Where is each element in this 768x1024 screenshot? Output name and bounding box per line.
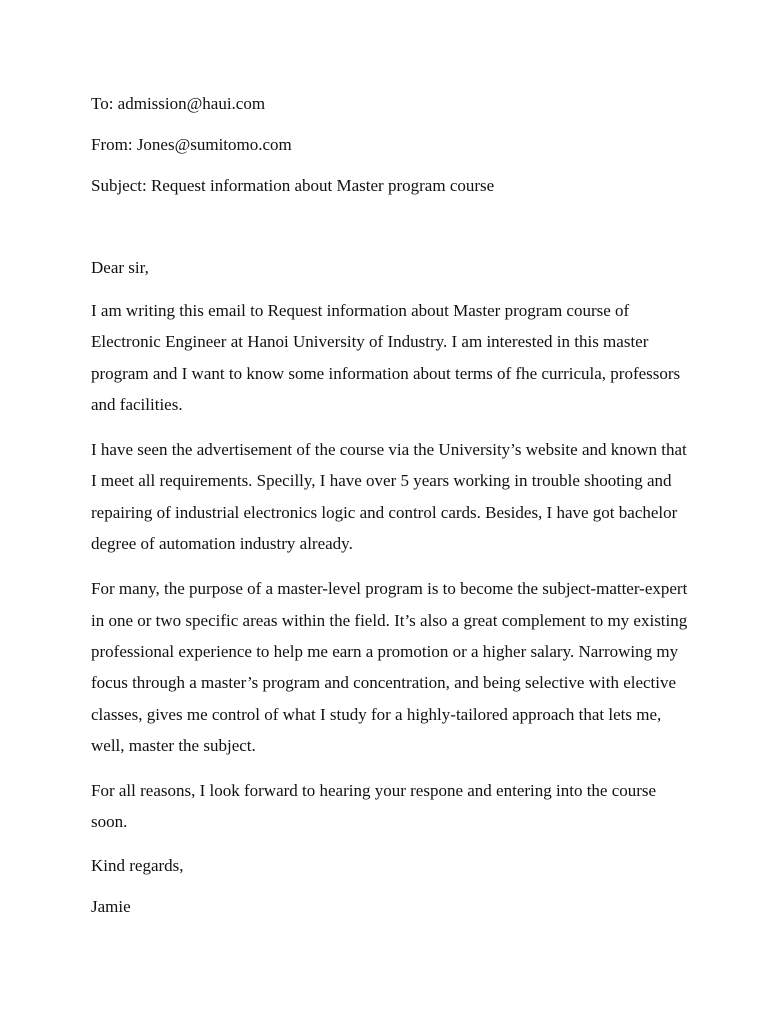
signature: Jamie bbox=[91, 896, 131, 916]
from-line bbox=[91, 131, 691, 158]
greeting: Dear sir, bbox=[91, 258, 149, 277]
to-label: To: bbox=[91, 94, 118, 113]
paragraph-1: I am writing this email to Request information about Master program course of Electronic Engineer at Hanoi University of Industry. I am interested in this master program and I want to know some information about terms of fhe curricula, professors and facilities. bbox=[91, 301, 681, 414]
to-address: admission@haui.com bbox=[117, 94, 266, 113]
from-label: From: bbox=[91, 135, 137, 154]
paragraph-4: For all reasons, I look forward to hearing your respone and entering into the course soon. bbox=[91, 781, 657, 832]
paragraph-3: For many, the purpose of a master-level program is to become the subject-matter-expert in one or two specific areas within the field. It’s also a great complement to my existing professional experience to help me earn a promotion or a higher salary. Narrowing my focus through a master’s program and concentration, and being selective with elective classes, gives me control of what I study for a highly-tailored approach that lets me, well, master the subject. bbox=[91, 579, 688, 755]
from-address: Jones@sumitomo.com bbox=[136, 135, 292, 154]
subject-line bbox=[91, 172, 691, 199]
subject-text: Request information about Master program course bbox=[150, 176, 495, 195]
closing: Kind regards, bbox=[91, 855, 184, 875]
subject-label: Subject: bbox=[91, 176, 151, 195]
to-line bbox=[91, 90, 691, 117]
paragraph-2: I have seen the advertisement of the course via the University’s website and known that I meet all requirements. Specilly, I have over 5 years working in trouble shooting and repairing of industrial electronics logic and control cards. Besides, I have got bachelor degree of automation industry already. bbox=[91, 440, 687, 554]
email-body bbox=[91, 90, 691, 920]
